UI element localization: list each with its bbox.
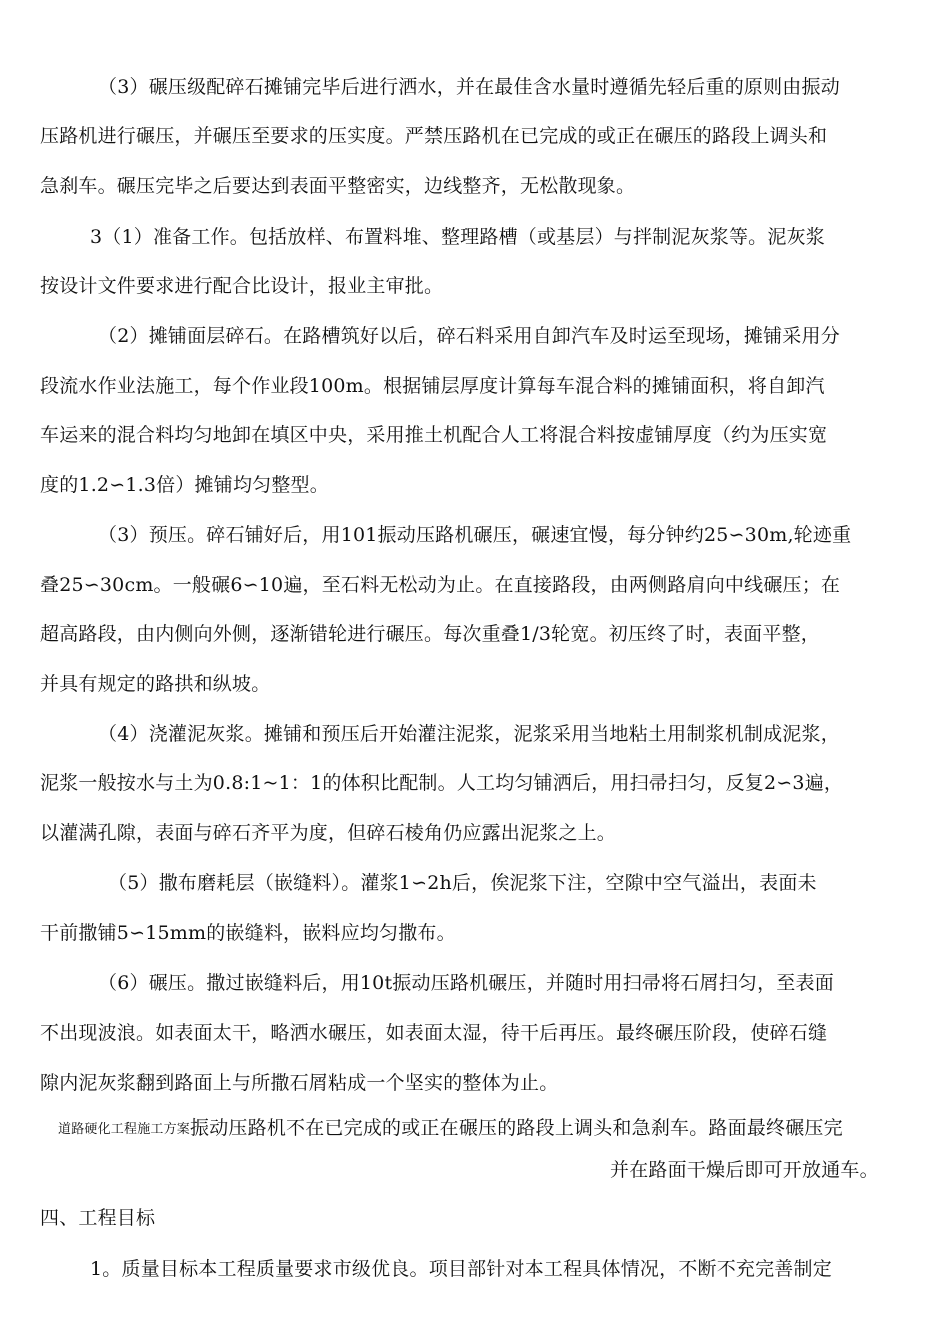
paragraph-line: （2）摊铺面层碎石。在路槽筑好以后，碎石料采用自卸汽车及时运至现场，摊铺采用分 — [98, 325, 840, 347]
paragraph-line: 段流水作业法施工，每个作业段100m。根据铺层厚度计算每车混合料的摊铺面积，将自卸汽 — [40, 375, 825, 397]
paragraph-line: 隙内泥灰浆翻到路面上与所撒石屑粘成一个坚实的整体为止。 — [40, 1072, 559, 1094]
paragraph-line: （5）撒布磨耗层（嵌缝料）。灌浆1∽2h后，俟泥浆下注，空隙中空气溢出，表面未 — [108, 872, 817, 894]
paragraph-line: 度的1.2∽1.3倍）摊铺均匀整型。 — [40, 474, 329, 496]
paragraph-line: 不出现波浪。如表面太干，略洒水碾压，如表面太湿，待干后再压。最终碾压阶段，使碎石缝 — [40, 1022, 828, 1044]
paragraph-line: 按设计文件要求进行配合比设计，报业主审批。 — [40, 275, 444, 297]
section-heading: 四、工程目标 — [40, 1207, 156, 1229]
paragraph-line: 干前撒铺5∽15mm的嵌缝料，嵌料应均匀撒布。 — [40, 922, 456, 944]
running-header-label: 道路硬化工程施工方案 — [58, 1122, 191, 1137]
paragraph-line: 叠25∽30cm。一般碾6∽10遍，至石料无松动为止。在直接路段，由两侧路肩向中线碾压；在 — [40, 574, 841, 596]
paragraph-line: （4）浇灌泥灰浆。摊铺和预压后开始灌注泥浆，泥浆采用当地粘土用制浆机制成泥浆， — [98, 723, 840, 745]
paragraph-line: 压路机进行碾压，并碾压至要求的压实度。严禁压路机在已完成的或正在碾压的路段上调头和 — [40, 125, 828, 147]
paragraph-line: 并具有规定的路拱和纵坡。 — [40, 673, 271, 695]
paragraph-line: 泥浆一般按水与土为0.8:1~1：1的体积比配制。人工均匀铺洒后，用扫帚扫匀，反复2∽3遍， — [40, 772, 844, 794]
paragraph-line: 急刹车。碾压完毕之后要达到表面平整密实，边线整齐，无松散现象。 — [40, 175, 636, 197]
paragraph-line: （3）碾压级配碎石摊铺完毕后进行洒水，并在最佳含水量时遵循先轻后重的原则由振动 — [98, 76, 840, 98]
paragraph-line: 超高路段，由内侧向外侧，逐渐错轮进行碾压。每次重叠1/3轮宽。初压终了时，表面平整， — [40, 623, 820, 645]
paragraph-line: 车运来的混合料均匀地卸在填区中央，采用推土机配合人工将混合料按虚铺厚度（约为压实宽 — [40, 424, 828, 446]
paragraph-line: （3）预压。碎石铺好后，用101振动压路机碾压，碾速宜慢，每分钟约25∽30m,轮迹重 — [98, 524, 852, 546]
paragraph-line: 以灌满孔隙，表面与碎石齐平为度，但碎石棱角仍应露出泥浆之上。 — [40, 822, 617, 844]
paragraph-line: 1。质量目标本工程质量要求市级优良。项目部针对本工程具体情况，不断不充完善制定 — [90, 1258, 832, 1280]
footer-text: 振动压路机不在已完成的或正在碾压的路段上调头和急刹车。路面最终碾压完 — [190, 1117, 843, 1139]
footer-line — [58, 1116, 843, 1140]
paragraph-line: （6）碾压。撒过嵌缝料后，用10t振动压路机碾压，并随时用扫帚将石屑扫匀，至表面 — [98, 972, 834, 994]
footer-continuation: 并在路面干燥后即可开放通车。 — [610, 1159, 879, 1181]
paragraph-line: 3（1）准备工作。包括放样、布置料堆、整理路槽（或基层）与拌制泥灰浆等。泥灰浆 — [90, 226, 825, 248]
